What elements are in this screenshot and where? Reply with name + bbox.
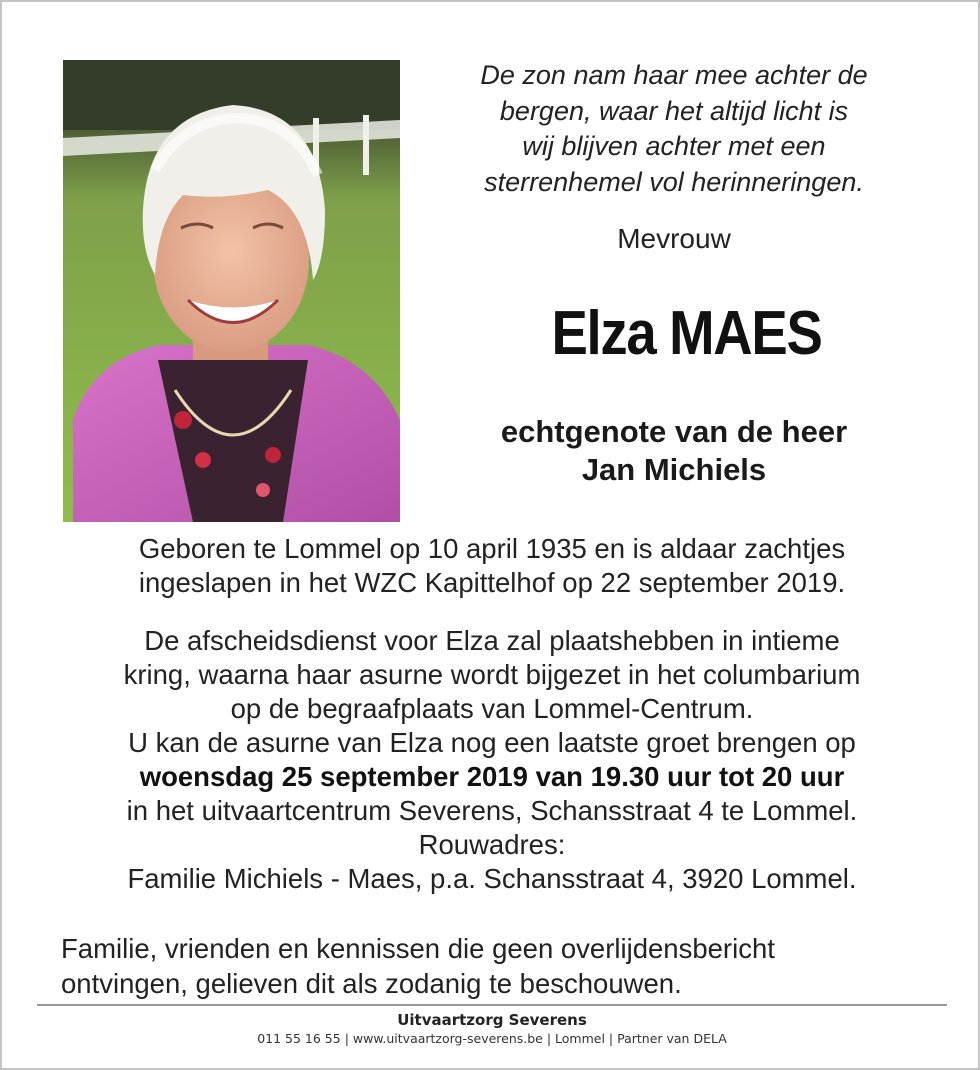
ceremony-location: in het uitvaartcentrum Severens, Schansstraat 4 te Lommel. <box>126 795 858 826</box>
poem-line: sterrenhemel vol herinneringen. <box>484 166 864 197</box>
ceremony-line-1: De afscheidsdienst voor Elza zal plaatshebben in intieme <box>144 625 840 656</box>
poem <box>414 58 934 200</box>
notice-line-2: ontvingen, gelieven dit als zodanig te beschouwen. <box>61 968 682 999</box>
portrait-photo <box>63 60 400 522</box>
notice <box>61 931 941 1001</box>
honorific: Mevrouw <box>617 223 731 254</box>
ceremony-date: woensdag 25 september 2019 van 19.30 uur tot 20 uur <box>139 761 845 792</box>
spouse-line-2: Jan Michiels <box>581 452 767 487</box>
ceremony-info <box>32 624 952 896</box>
ceremony-line-2: kring, waarna haar asurne wordt bijgezet in het columbarium <box>123 659 861 690</box>
funeral-home-contact: 011 55 16 55 | www.uitvaartzorg-severens.be | Lommel | Partner van DELA <box>257 1031 727 1046</box>
ceremony-line-4: U kan de asurne van Elza nog een laatste groet brengen op <box>128 727 856 758</box>
footer-divider <box>37 1004 947 1006</box>
poem-line: De zon nam haar mee achter de <box>480 60 868 90</box>
birth-line-1: Geboren te Lommel op 10 april 1935 en is aldaar zachtjes <box>138 533 846 564</box>
poem-line: wij blijven achter met een <box>522 131 826 161</box>
birth-info <box>32 532 952 600</box>
notice-line-1: Familie, vrienden en kennissen die geen overlijdensbericht <box>61 933 775 964</box>
spouse-info <box>414 413 934 489</box>
spouse-line-1: echtgenote van de heer <box>500 414 848 449</box>
address-label: Rouwadres: <box>418 829 566 860</box>
deceased-name: Elza MAES <box>551 299 822 368</box>
poem-line: bergen, waar het altijd licht is <box>499 95 849 126</box>
ceremony-line-3: op de begraafplaats van Lommel-Centrum. <box>230 693 754 724</box>
mourning-address: Familie Michiels - Maes, p.a. Schansstraat 4, 3920 Lommel. <box>127 863 857 894</box>
funeral-home-name: Uitvaartzorg Severens <box>397 1011 587 1029</box>
birth-line-2: ingeslapen in het WZC Kapittelhof op 22 september 2019. <box>138 567 846 598</box>
